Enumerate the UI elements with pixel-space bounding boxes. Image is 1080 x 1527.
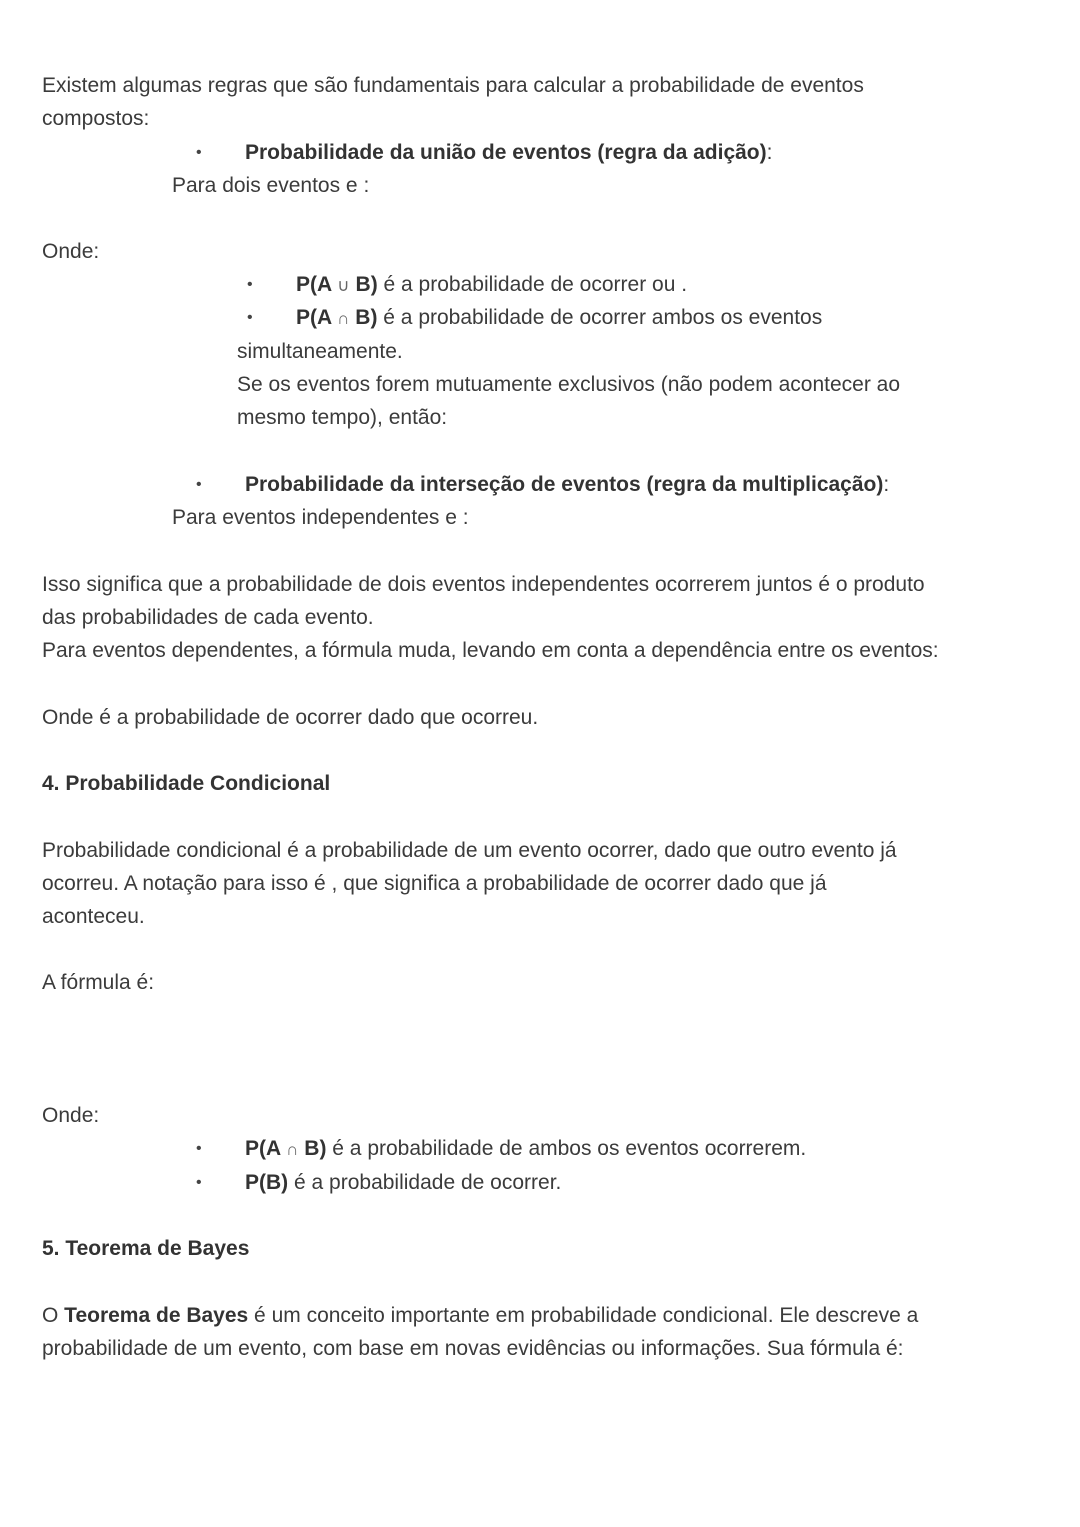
rule-union-title xyxy=(245,136,772,169)
onde-dependent: Onde é a probabilidade de ocorrer dado que ocorreu. xyxy=(42,706,539,729)
text: O xyxy=(42,1304,65,1327)
section-5-heading: 5. Teorema de Bayes xyxy=(42,1237,250,1260)
rule-intersection-colon: : xyxy=(883,473,890,496)
rule-union-colon: : xyxy=(766,141,773,164)
onde-label-1: Onde: xyxy=(42,240,100,263)
term-bold: P(A xyxy=(245,1137,287,1160)
section-5-p-line-1 xyxy=(42,1299,918,1332)
rule-union-desc: Para dois eventos e : xyxy=(172,174,370,197)
section-4-p-line-2: ocorreu. A notação para isso é , que significa a probabilidade de ocorrer dado que já xyxy=(42,872,827,895)
onde-label-2: Onde: xyxy=(42,1104,100,1127)
union-cont-line-1: simultaneamente. xyxy=(237,340,403,363)
section-4-p-line-3: aconteceu. xyxy=(42,905,145,928)
union-item-2 xyxy=(296,301,822,335)
term-bold: B) xyxy=(349,273,378,296)
cond-item-1 xyxy=(245,1132,806,1166)
bullet-icon: • xyxy=(196,144,202,161)
union-symbol: ∪ xyxy=(337,276,350,295)
term-bold: P(B) xyxy=(245,1171,289,1194)
item-text: é a probabilidade de ocorrer. xyxy=(288,1171,562,1194)
rule-intersection-title xyxy=(245,468,889,501)
section-5-p-line-2: probabilidade de um evento, com base em novas evidências ou informações. Sua fórmula é: xyxy=(42,1337,904,1360)
rule-intersection-title-text: Probabilidade da interseção de eventos (regra da multiplicação) xyxy=(245,473,884,496)
union-cont-line-2: Se os eventos forem mutuamente exclusivos (não podem acontecer ao xyxy=(237,373,901,396)
term-bold: P(A xyxy=(296,273,338,296)
section-4-heading: 4. Probabilidade Condicional xyxy=(42,772,331,795)
term-bold: B) xyxy=(298,1137,327,1160)
cond-item-2 xyxy=(245,1166,561,1199)
independent-explain-line-3: Para eventos dependentes, a fórmula muda, levando em conta a dependência entre os eventos: xyxy=(42,639,939,662)
bullet-icon: • xyxy=(247,309,253,326)
bullet-icon: • xyxy=(196,476,202,493)
rule-union-title-text: Probabilidade da união de eventos (regra da adição) xyxy=(245,141,767,164)
intro-line-2: compostos: xyxy=(42,107,150,130)
item-text: é a probabilidade de ocorrer ambos os eventos xyxy=(377,306,823,329)
intersection-symbol: ∩ xyxy=(337,309,350,328)
bullet-icon: • xyxy=(247,276,253,293)
union-cont-line-3: mesmo tempo), então: xyxy=(237,406,448,429)
independent-explain-line-2: das probabilidades de cada evento. xyxy=(42,606,374,629)
section-4-p-line-1: Probabilidade condicional é a probabilidade de um evento ocorrer, dado que outro evento já xyxy=(42,839,897,862)
bullet-icon: • xyxy=(196,1140,202,1157)
intersection-symbol: ∩ xyxy=(286,1140,299,1159)
bayes-term-bold: Teorema de Bayes xyxy=(64,1304,249,1327)
rule-intersection-desc: Para eventos independentes e : xyxy=(172,506,469,529)
union-item-1 xyxy=(296,268,687,302)
bullet-icon: • xyxy=(196,1174,202,1191)
item-text: é a probabilidade de ambos os eventos ocorrerem. xyxy=(326,1137,807,1160)
independent-explain-line-1: Isso significa que a probabilidade de dois eventos independentes ocorrerem juntos é o produto xyxy=(42,573,925,596)
text: é um conceito importante em probabilidade condicional. Ele descreve a xyxy=(248,1304,919,1327)
item-text: é a probabilidade de ocorrer ou . xyxy=(377,273,688,296)
intro-line-1: Existem algumas regras que são fundamentais para calcular a probabilidade de eventos xyxy=(42,74,864,97)
term-bold: B) xyxy=(349,306,378,329)
term-bold: P(A xyxy=(296,306,338,329)
formula-label: A fórmula é: xyxy=(42,971,155,994)
